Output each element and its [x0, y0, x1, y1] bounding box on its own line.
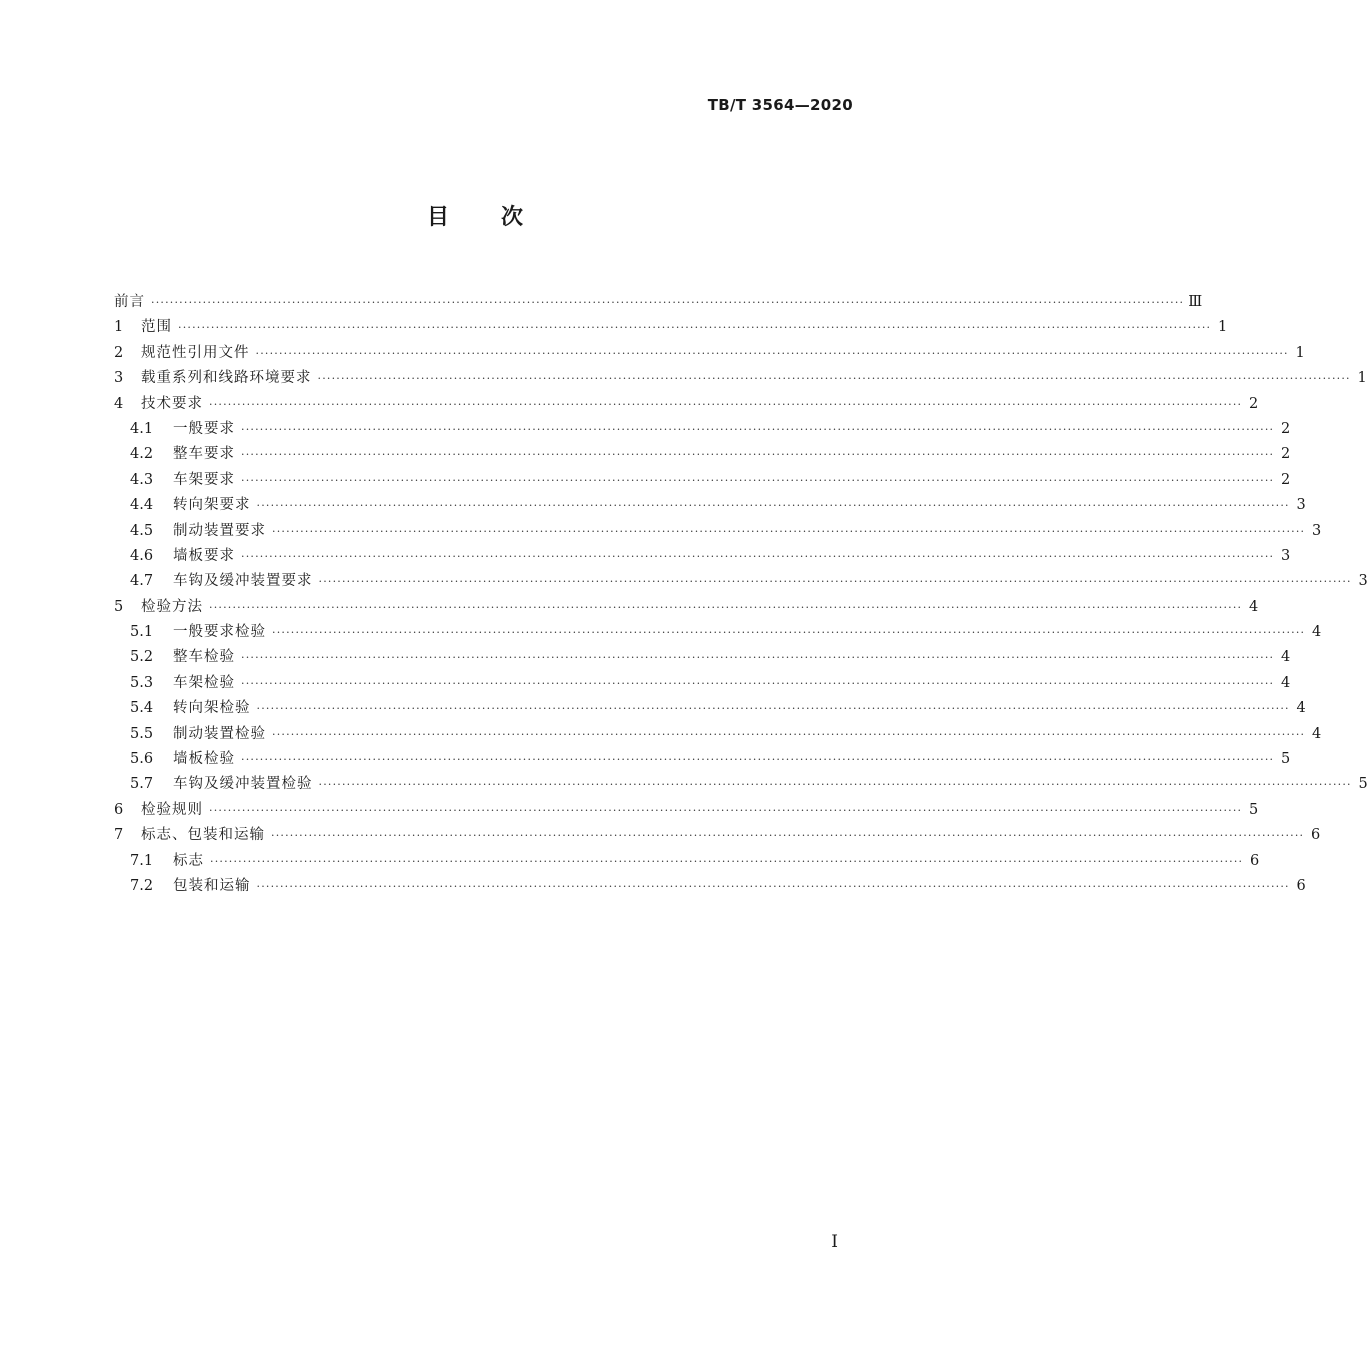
toc-entry-label: 制动装置检验	[173, 725, 266, 742]
toc-entry-number: 4.2	[130, 446, 154, 463]
toc-entry-page: 4	[1249, 598, 1259, 615]
toc-entry[interactable]	[114, 747, 1291, 772]
toc-entry-page: 1	[1295, 344, 1305, 361]
toc-entry[interactable]	[114, 341, 1305, 366]
toc-leader-dots: ····························································································································································································································	[256, 702, 1290, 716]
toc-entry[interactable]	[114, 468, 1291, 493]
toc-entry-number: 5	[114, 598, 124, 615]
toc-entry-number: 7.1	[130, 852, 154, 869]
toc-entry-page: 3	[1281, 547, 1291, 564]
toc-entry-label: 范围	[141, 319, 172, 336]
toc-entry[interactable]	[114, 442, 1291, 467]
toc-entry-page: 6	[1296, 877, 1306, 894]
toc-entry-number: 4.5	[130, 522, 154, 539]
toc-leader-dots: ····························································································································································································································	[241, 549, 1275, 563]
toc-leader-dots: ····························································································································································································································	[272, 727, 1306, 741]
toc-entry-label: 车架检验	[173, 674, 235, 691]
toc-entry-label: 标志	[173, 852, 204, 869]
toc-entry[interactable]	[114, 315, 1228, 340]
toc-leader-dots: ····························································································································································································································	[317, 372, 1351, 386]
toc-entry[interactable]	[114, 569, 1368, 594]
toc-entry-page: 5	[1249, 801, 1259, 818]
toc-entry-number: 4	[114, 395, 124, 412]
toc-entry-page: 2	[1281, 471, 1291, 488]
toc-entry-page: 5	[1281, 751, 1291, 768]
toc-entry-number: 4.1	[130, 420, 154, 437]
toc-entry-number: 7.2	[130, 877, 154, 894]
toc-entry-label: 车钩及缓冲装置检验	[173, 776, 313, 793]
toc-leader-dots: ····························································································································································································································	[241, 448, 1275, 462]
toc-leader-dots: ····························································································································································································································	[209, 803, 1243, 817]
toc-entry-label: 检验规则	[141, 801, 203, 818]
toc-entry[interactable]	[114, 290, 1203, 315]
toc-entry-page: 4	[1281, 649, 1291, 666]
toc-entry-label: 车架要求	[173, 471, 235, 488]
table-of-contents	[114, 290, 1368, 899]
toc-entry-page: 4	[1281, 674, 1291, 691]
toc-leader-dots: ····························································································································································································································	[209, 397, 1243, 411]
toc-entry[interactable]	[114, 366, 1367, 391]
toc-entry[interactable]	[114, 417, 1291, 442]
toc-leader-dots: ····························································································································································································································	[318, 778, 1352, 792]
toc-entry-page: 4	[1296, 700, 1306, 717]
toc-entry-page: 3	[1358, 573, 1368, 590]
toc-entry-page: 1	[1218, 319, 1228, 336]
toc-leader-dots: ····························································································································································································································	[241, 422, 1275, 436]
toc-leader-dots: ····························································································································································································································	[256, 499, 1290, 513]
toc-entry-label: 一般要求检验	[173, 624, 266, 641]
toc-entry-label: 包装和运输	[173, 877, 251, 894]
toc-entry-page: 4	[1312, 725, 1322, 742]
toc-entry[interactable]	[114, 595, 1259, 620]
toc-entry-number: 5.5	[130, 725, 154, 742]
toc-entry-label: 整车检验	[173, 649, 235, 666]
toc-entry-label: 规范性引用文件	[141, 344, 250, 361]
toc-entry-label: 墙板要求	[173, 547, 235, 564]
toc-entry-page: 3	[1296, 497, 1306, 514]
toc-entry-page: 2	[1281, 420, 1291, 437]
toc-entry-page: 2	[1249, 395, 1259, 412]
toc-entry-label: 车钩及缓冲装置要求	[173, 573, 313, 590]
toc-entry-number: 5.1	[130, 624, 154, 641]
toc-entry-label: 载重系列和线路环境要求	[141, 370, 312, 387]
toc-entry-number: 5.6	[130, 751, 154, 768]
toc-entry-number: 5.4	[130, 700, 154, 717]
toc-leader-dots: ····························································································································································································································	[241, 753, 1275, 767]
toc-entry[interactable]	[114, 671, 1291, 696]
toc-entry-page: 1	[1357, 370, 1367, 387]
toc-leader-dots: ····························································································································································································································	[241, 651, 1275, 665]
toc-entry-number: 3	[114, 370, 124, 387]
toc-entry-label: 检验方法	[141, 598, 203, 615]
title-char-right: 次	[501, 205, 524, 230]
toc-entry-number: 4.4	[130, 497, 154, 514]
toc-leader-dots: ····························································································································································································································	[256, 879, 1290, 893]
toc-entry[interactable]	[114, 519, 1322, 544]
toc-leader-dots: ····························································································································································································································	[271, 829, 1305, 843]
toc-entry-page: 5	[1358, 776, 1368, 793]
toc-entry-label: 墙板检验	[173, 751, 235, 768]
toc-leader-dots: ····························································································································································································································	[241, 676, 1275, 690]
toc-leader-dots: ····························································································································································································································	[272, 524, 1306, 538]
toc-leader-dots: ····························································································································································································································	[209, 600, 1243, 614]
page-title	[0, 200, 950, 231]
toc-entry-number: 4.7	[130, 573, 154, 590]
toc-entry[interactable]	[114, 392, 1259, 417]
toc-entry-number: 7	[114, 827, 124, 844]
toc-entry[interactable]	[114, 874, 1306, 899]
toc-entry-page: 4	[1312, 624, 1322, 641]
toc-entry-page: 3	[1312, 522, 1322, 539]
toc-entry-page: Ⅲ	[1188, 294, 1203, 310]
toc-entry-label: 制动装置要求	[173, 522, 266, 539]
toc-entry-label: 一般要求	[173, 420, 235, 437]
toc-entry-number: 5.2	[130, 649, 154, 666]
title-char-left: 目	[426, 205, 449, 230]
toc-leader-dots: ····························································································································································································································	[210, 854, 1244, 868]
toc-entry-page: 6	[1311, 827, 1321, 844]
toc-leader-dots: ····························································································································································································································	[151, 296, 1185, 309]
toc-entry-label: 前言	[114, 294, 145, 310]
toc-entry-number: 1	[114, 319, 124, 336]
toc-leader-dots: ····························································································································································································································	[178, 321, 1212, 335]
toc-entry[interactable]	[114, 620, 1322, 645]
toc-entry-number: 5.7	[130, 776, 154, 793]
toc-entry-number: 5.3	[130, 674, 154, 691]
standard-code: TB/T 3564—2020	[707, 96, 853, 114]
toc-entry-page: 2	[1281, 446, 1291, 463]
toc-entry-page: 6	[1250, 852, 1260, 869]
toc-entry[interactable]	[114, 493, 1306, 518]
toc-entry[interactable]	[114, 722, 1322, 747]
toc-entry-label: 技术要求	[141, 395, 203, 412]
toc-entry-label: 转向架要求	[173, 497, 251, 514]
toc-entry[interactable]	[114, 772, 1368, 797]
toc-entry[interactable]	[114, 696, 1306, 721]
toc-entry-label: 整车要求	[173, 446, 235, 463]
toc-leader-dots: ····························································································································································································································	[241, 473, 1275, 487]
toc-leader-dots: ····························································································································································································································	[318, 575, 1352, 589]
toc-entry[interactable]	[114, 798, 1259, 823]
toc-leader-dots: ····························································································································································································································	[272, 626, 1306, 640]
toc-entry-number: 4.6	[130, 547, 154, 564]
toc-entry[interactable]	[114, 849, 1260, 874]
toc-entry[interactable]	[114, 645, 1291, 670]
toc-entry-number: 2	[114, 344, 124, 361]
toc-entry[interactable]	[114, 544, 1291, 569]
toc-entry-label: 转向架检验	[173, 700, 251, 717]
toc-entry-label: 标志、包装和运输	[141, 827, 265, 844]
toc-entry[interactable]	[114, 823, 1321, 848]
page-number: I	[831, 1232, 838, 1252]
toc-leader-dots: ····························································································································································································································	[255, 346, 1289, 360]
toc-entry-number: 6	[114, 801, 124, 818]
toc-entry-number: 4.3	[130, 471, 154, 488]
